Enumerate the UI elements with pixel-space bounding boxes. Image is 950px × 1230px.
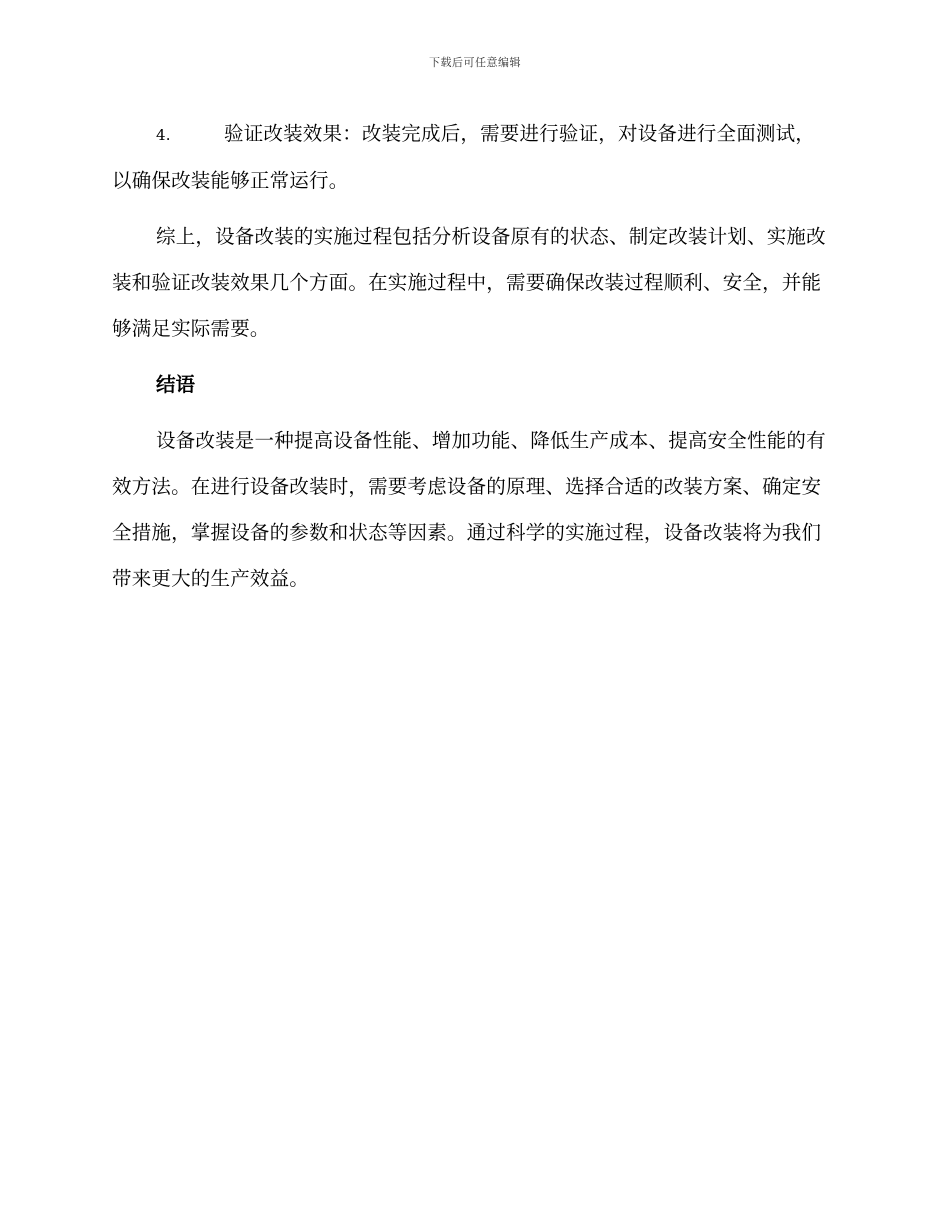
list-item-text: 验证改装效果：改装完成后，需要进行验证，对设备进行全面测试，以确保改装能够正常运行。 [112, 122, 816, 192]
list-item-4 [112, 111, 834, 204]
conclusion-paragraph: 设备改装是一种提高设备性能、增加功能、降低生产成本、提高安全性能的有效方法。在进行设备改装时，需要考虑设备的原理、选择合适的改装方案、确定安全措施，掌握设备的参数和状态等因素。通过科学的实施过程，设备改装将为我们带来更大的生产效益。 [112, 429, 826, 590]
document-body [112, 111, 834, 612]
summary-paragraph: 综上，设备改装的实施过程包括分析设备原有的状态、制定改装计划、实施改装和验证改装效果几个方面。在实施过程中，需要确保改装过程顺利、安全，并能够满足实际需要。 [112, 225, 826, 340]
list-item-number: 4. [156, 126, 171, 144]
page-header: 下载后可任意编辑 [429, 56, 521, 69]
conclusion-heading: 结语 [156, 373, 196, 396]
